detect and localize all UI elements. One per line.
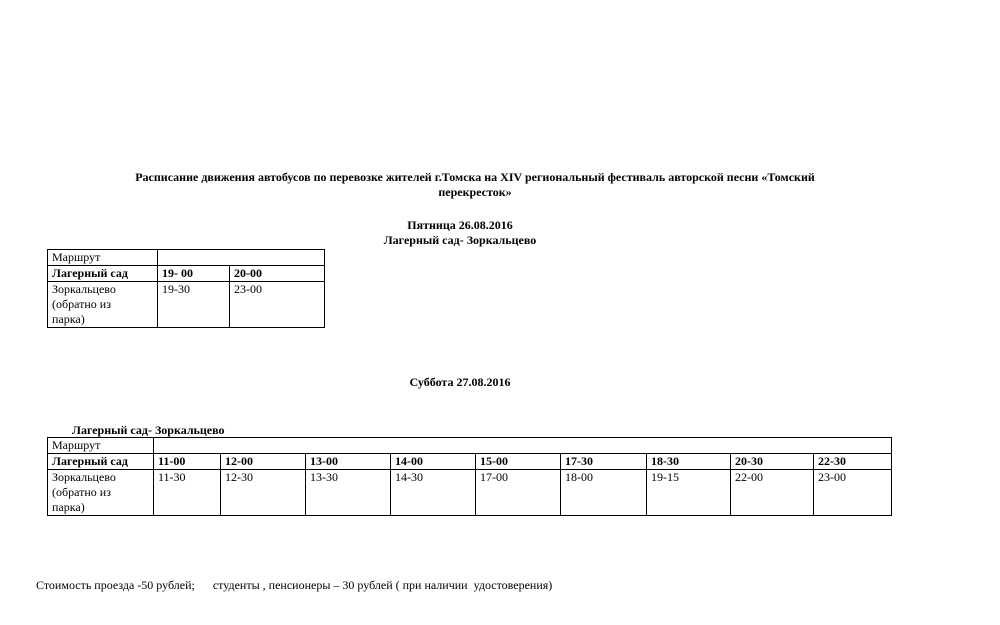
title-line-2: перекресток»: [438, 185, 512, 199]
departure-time-cell: 17-30: [561, 454, 647, 470]
departure-time-cell: 20-30: [731, 454, 814, 470]
saturday-route: Лагерный сад- Зоркальцево: [72, 423, 225, 437]
return-time-cell: 18-00: [561, 470, 647, 516]
departure-time-cell: 22-30: [814, 454, 892, 470]
return-stop-line: Зоркальцево: [52, 282, 116, 296]
departure-time-cell: 20-00: [230, 266, 325, 282]
route-header-cell: Маршрут: [48, 438, 154, 454]
friday-schedule-table: [47, 249, 325, 328]
friday-date: Пятница 26.08.2016: [407, 218, 513, 232]
saturday-schedule-table: [47, 437, 892, 516]
departure-time-cell: 12-00: [221, 454, 306, 470]
table-header-row: [48, 438, 892, 454]
return-time-cell: 11-30: [154, 470, 221, 516]
return-time-cell: 19-30: [158, 282, 230, 328]
departure-stop-cell: Лагерный сад: [48, 266, 158, 282]
return-time-cell: 13-30: [306, 470, 391, 516]
table-header-row: [48, 250, 325, 266]
return-time-cell: 23-00: [230, 282, 325, 328]
return-time-cell: 23-00: [814, 470, 892, 516]
friday-route: Лагерный сад- Зоркальцево: [383, 233, 537, 247]
return-stop-line: парка): [52, 312, 85, 326]
departure-time-cell: 19- 00: [158, 266, 230, 282]
title-line-1: Расписание движения автобусов по перевозке жителей г.Томска на XIV региональный фестиваль авторской песни «Томский: [135, 170, 815, 184]
saturday-date: Суббота 27.08.2016: [409, 375, 511, 389]
departure-row: [48, 454, 892, 470]
fare-note: Стоимость проезда -50 рублей; студенты , пенсионеры – 30 рублей ( при наличии удостоверения): [36, 578, 553, 592]
return-time-cell: 14-30: [391, 470, 476, 516]
departure-time-cell: 11-00: [154, 454, 221, 470]
return-time-cell: 12-30: [221, 470, 306, 516]
departure-stop-cell: Лагерный сад: [48, 454, 154, 470]
document-title: [60, 170, 890, 200]
departure-time-cell: 15-00: [476, 454, 561, 470]
departure-time-cell: 13-00: [306, 454, 391, 470]
return-stop-cell: [48, 470, 154, 516]
saturday-heading: [0, 375, 920, 390]
empty-header-cell: [154, 438, 892, 454]
return-stop-line: Зоркальцево: [52, 470, 116, 484]
return-stop-cell: [48, 282, 158, 328]
return-row: [48, 282, 325, 328]
route-header-cell: Маршрут: [48, 250, 158, 266]
return-time-cell: 17-00: [476, 470, 561, 516]
return-stop-line: парка): [52, 500, 85, 514]
departure-time-cell: 18-30: [647, 454, 731, 470]
return-time-cell: 19-15: [647, 470, 731, 516]
friday-heading: [0, 218, 920, 248]
empty-header-cell: [158, 250, 325, 266]
return-time-cell: 22-00: [731, 470, 814, 516]
return-stop-line: (обратно из: [52, 485, 111, 499]
return-row: [48, 470, 892, 516]
departure-time-cell: 14-00: [391, 454, 476, 470]
return-stop-line: (обратно из: [52, 297, 111, 311]
departure-row: [48, 266, 325, 282]
